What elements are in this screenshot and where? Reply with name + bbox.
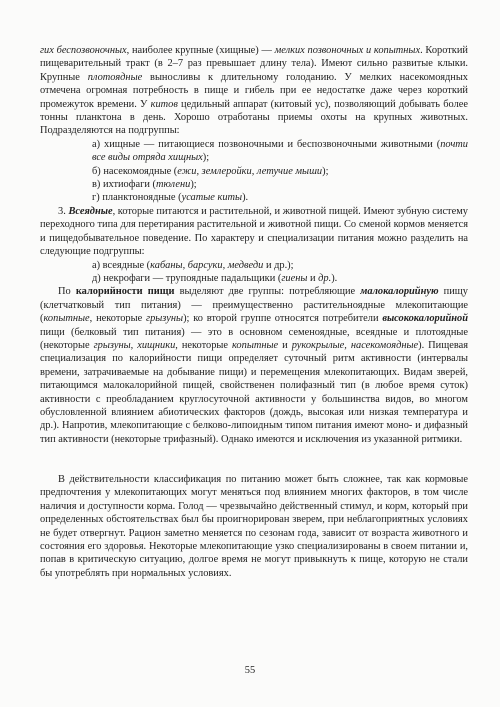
text-run: , наиболее крупные (хищные) — xyxy=(126,45,275,56)
text-run: калорийности пищи xyxy=(75,286,175,298)
text-run: почти все виды отряда хищных xyxy=(92,138,468,164)
text-run: б) насекомоядные ( xyxy=(92,165,178,177)
text-run: и др.); xyxy=(263,259,294,271)
text-run: По xyxy=(58,286,76,298)
text-block-main xyxy=(40,44,468,446)
text-run: кабаны, барсуки, медведи xyxy=(150,259,264,271)
text-block-final xyxy=(40,473,468,580)
text-run: ). Пищевая специализация по калорийности пищи определяет суточный ритм активности (интервалы времени, затрачиваемые на добывание пищи) и перемещения млекопитающих. Видам зверей, питающимся малокалорийной пищей, свойственен полифазный тип (в любое время суток) активности с преобладанием круглосуточной активности у большинства видов, во многом обусловленной влиянием абиотических факторов (дождь, высокая или низкая температура и др.). Напротив, млекопитающие с белково-липоидным типом питания имеют моно- и дифазный тип активности (некоторые трифазный). Однако имеются и исключения из указанной ритмики. xyxy=(40,339,469,445)
paragraph xyxy=(40,165,468,178)
text-run: ); xyxy=(322,165,329,177)
text-run: и xyxy=(278,339,292,351)
text-run: гиены xyxy=(281,272,308,284)
text-run: . Короткий пищеварительный тракт (в 2–7 раз превышает длину тела). Имеют сильно развитые клыки. Крупные xyxy=(40,45,468,83)
paragraph xyxy=(40,272,468,285)
paragraph xyxy=(40,205,468,259)
paragraph xyxy=(40,473,468,580)
text-run: , некоторые xyxy=(89,313,147,325)
page-number: 55 xyxy=(244,665,256,676)
text-run: ); ко второй группе относятся потребители xyxy=(183,313,383,325)
text-run: др. xyxy=(318,272,332,284)
text-run: 3. xyxy=(58,205,69,217)
text-run: и xyxy=(307,272,319,284)
paragraph xyxy=(40,191,468,204)
text-run: тюлени xyxy=(155,179,191,191)
text-run: выносливы к длительному голоданию. У мелких насекомоядных отмечена огромная потребность в пище и гибель при ее недостатке даже через короткий промежуток времени. У xyxy=(40,71,468,110)
text-run: плотоядные xyxy=(87,71,143,83)
text-run: а) хищные — питающиеся позвоночными и беспозвоночными животными ( xyxy=(92,138,441,150)
text-run: Всеядные xyxy=(68,205,113,217)
paragraph xyxy=(40,44,468,138)
text-run: пищу (клетчатковый тип питания) — преимущественно растительноядные млекопитающие ( xyxy=(40,286,469,325)
text-run: ). xyxy=(331,272,338,284)
text-run: д) некрофаги — трупоядные падальщики ( xyxy=(92,272,282,284)
text-run: китов xyxy=(150,98,178,110)
text-run: в) ихтиофаги ( xyxy=(92,179,156,191)
text-run: грызуны xyxy=(146,313,184,325)
paragraph xyxy=(40,138,468,165)
text-run: ); xyxy=(190,179,197,191)
text-run: В действительности классификация по питанию может быть сложнее, так как кормовые предпочтения у млекопитающих могут меняться под влиянием многих факторов, в том числе наличия и доступности корма. Голод — чрезвычайно действенный стимул, и корм, который при определенных обстоятельствах был бы проигнорирован зверем, при неблагоприятных условиях не будет отвергнут. Рацион заметно меняется по сезонам года, зависит от возраста животного и состояния его здоровья. Некоторые млекопитающие узко специализированы в своем питании и, попав в критическую ситуацию, долгое время не могут привыкнуть к пище, которую не стали бы употреблять при нормальных условиях. xyxy=(40,474,468,579)
text-run: копытные xyxy=(43,313,90,325)
text-run: ). xyxy=(242,192,249,204)
paragraph xyxy=(40,259,468,272)
text-run: усатые киты xyxy=(181,192,243,204)
paragraph xyxy=(40,285,468,446)
text-run: цедильный аппарат (китовый ус), позволяющий добывать более тонны планктона в день. Хорошо отработаны приемы охоты на крупных животных. Подразделяются на подгруппы: xyxy=(40,98,468,137)
text-run: гих беспозвоночных xyxy=(40,45,127,56)
text-run: грызуны, хищники xyxy=(93,339,176,351)
text-run: , некоторые xyxy=(175,339,232,351)
text-run: выделяют две группы: потребляющие xyxy=(174,286,361,298)
text-run: малокалорийную xyxy=(360,286,439,298)
text-run: , которые питаются и растительной, и животной пищей. Имеют зубную систему переходного типа для перетирания растительной и животной пищи. Со сменой кормов меняется и пищедобывательное поведение. По характеру и специализации питания можно разделить на следующие подгруппы: xyxy=(40,205,468,258)
text-run: копытные xyxy=(231,339,279,351)
text-run: высококалорийной xyxy=(382,313,469,325)
text-run: а) всеядные ( xyxy=(92,259,151,271)
text-run: пищи (белковый тип питания) — это в основном семеноядные, всеядные и плотоядные (некоторые xyxy=(40,326,468,351)
text-run: мелких позвоночных и копытных xyxy=(274,45,421,56)
text-run: ежи, землеройки, летучие мыши xyxy=(177,165,323,177)
text-run: ); xyxy=(202,152,210,164)
text-run: рукокрылые, насекомоядные xyxy=(291,339,419,351)
paragraph xyxy=(40,178,468,191)
text-run: г) планктоноядные ( xyxy=(92,192,182,204)
